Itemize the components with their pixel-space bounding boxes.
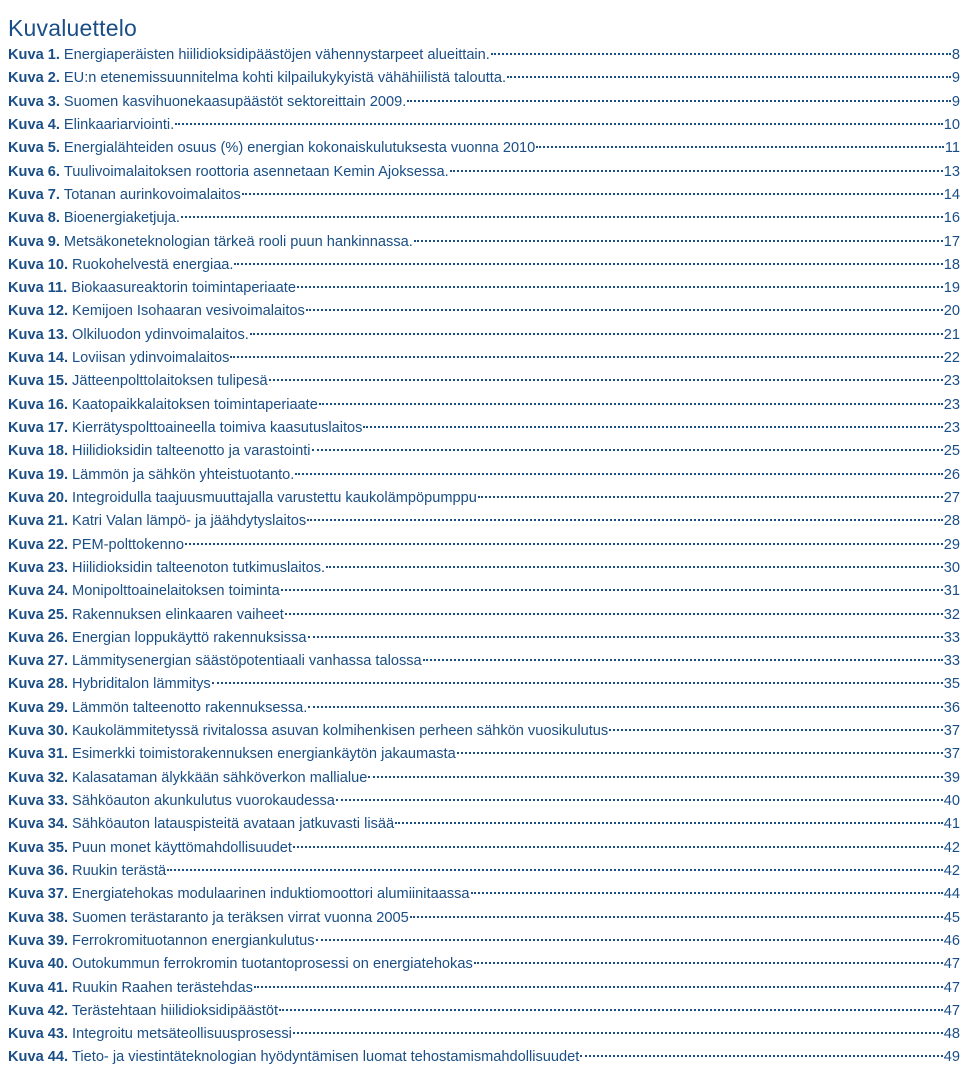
figure-label: Kuva 34. bbox=[8, 816, 69, 833]
figure-title: Hiilidioksidin talteenoton tutkimuslaitos. bbox=[72, 559, 326, 576]
figure-label: Kuva 14. bbox=[8, 350, 69, 367]
dot-leader bbox=[293, 1032, 943, 1034]
figure-label: Kuva 39. bbox=[8, 932, 69, 949]
figure-title: Integroidulla taajuusmuuttajalla varustettu kaukolämpöpumppu bbox=[72, 489, 477, 506]
dot-leader bbox=[414, 240, 943, 242]
figure-title: Hybriditalon lämmitys bbox=[72, 676, 211, 693]
dot-leader bbox=[281, 589, 943, 591]
toc-entry[interactable] bbox=[8, 907, 960, 930]
dot-leader bbox=[269, 379, 943, 381]
dot-leader bbox=[307, 519, 943, 521]
toc-entry[interactable] bbox=[8, 324, 960, 347]
page-number: 45 bbox=[943, 909, 960, 926]
page-number: 39 bbox=[943, 769, 960, 786]
page-number: 21 bbox=[943, 326, 960, 343]
figure-label: Kuva 38. bbox=[8, 909, 69, 926]
dot-leader bbox=[471, 892, 943, 894]
figure-label: Kuva 32. bbox=[8, 769, 69, 786]
toc-entry[interactable] bbox=[8, 417, 960, 440]
figure-title: Energian loppukäyttö rakennuksissa bbox=[72, 629, 307, 646]
figure-title: Elinkaariarviointi. bbox=[63, 116, 175, 133]
page-number: 28 bbox=[943, 513, 960, 530]
toc-entry[interactable] bbox=[8, 231, 960, 254]
figure-label: Kuva 42. bbox=[8, 1002, 69, 1019]
dot-leader bbox=[319, 403, 943, 405]
figure-title: Puun monet käyttömahdollisuudet bbox=[72, 839, 292, 856]
toc-entry[interactable] bbox=[8, 394, 960, 417]
toc-entry[interactable] bbox=[8, 277, 960, 300]
toc-entry[interactable] bbox=[8, 184, 960, 207]
figure-title: Tieto- ja viestintäteknologian hyödyntämisen luomat tehostamismahdollisuudet bbox=[72, 1049, 580, 1066]
dot-leader bbox=[363, 426, 942, 428]
dot-leader bbox=[308, 706, 942, 708]
dot-leader bbox=[242, 193, 943, 195]
page-number: 41 bbox=[943, 816, 960, 833]
page-number: 27 bbox=[943, 489, 960, 506]
dot-leader bbox=[306, 309, 943, 311]
figure-title: Metsäkoneteknologian tärkeä rooli puun hankinnassa. bbox=[63, 233, 413, 250]
figure-label: Kuva 21. bbox=[8, 513, 69, 530]
figure-title: Loviisan ydinvoimalaitos bbox=[72, 350, 230, 367]
dot-leader bbox=[507, 76, 951, 78]
toc-entry[interactable] bbox=[8, 837, 960, 860]
page-number: 19 bbox=[943, 280, 960, 297]
figure-title: Katri Valan lämpö- ja jäähdytyslaitos bbox=[72, 513, 307, 530]
page-title: Kuvaluettelo bbox=[8, 15, 137, 42]
figure-title: Kaukolämmitetyssä rivitalossa asuvan kolmihenkisen perheen sähkön vuosikulutus bbox=[72, 723, 609, 740]
page-number: 31 bbox=[943, 583, 960, 600]
figure-label: Kuva 37. bbox=[8, 886, 69, 903]
page-number: 42 bbox=[943, 862, 960, 879]
page-number: 47 bbox=[943, 979, 960, 996]
page-number: 40 bbox=[943, 793, 960, 809]
page-number: 35 bbox=[943, 676, 960, 693]
page-number: 33 bbox=[943, 629, 960, 646]
page-number: 47 bbox=[943, 1002, 960, 1019]
dot-leader bbox=[491, 53, 951, 55]
dot-leader bbox=[297, 286, 943, 288]
figure-label: Kuva 10. bbox=[8, 256, 69, 273]
toc-entry[interactable] bbox=[8, 580, 960, 603]
figure-title: Suomen terästaranto ja teräksen virrat vuonna 2005 bbox=[72, 909, 409, 926]
dot-leader bbox=[254, 986, 943, 988]
toc-entry[interactable] bbox=[8, 627, 960, 650]
dot-leader bbox=[478, 496, 943, 498]
figure-label: Kuva 2. bbox=[8, 70, 60, 87]
figure-label: Kuva 44. bbox=[8, 1049, 69, 1066]
dot-leader bbox=[609, 729, 943, 731]
figure-title: Jätteenpolttolaitoksen tulipesä bbox=[72, 373, 268, 390]
dot-leader bbox=[181, 216, 943, 218]
figure-label: Kuva 26. bbox=[8, 629, 69, 646]
page-number: 49 bbox=[943, 1049, 960, 1066]
figure-label: Kuva 11. bbox=[8, 280, 68, 297]
figure-label: Kuva 30. bbox=[8, 723, 69, 740]
toc-entry[interactable] bbox=[8, 91, 960, 114]
figure-title: Rakennuksen elinkaaren vaiheet bbox=[72, 606, 284, 623]
figure-label: Kuva 27. bbox=[8, 653, 69, 670]
figure-title: Ruokohelvestä energiaa. bbox=[72, 256, 234, 273]
toc-entry[interactable] bbox=[8, 697, 960, 720]
figure-label: Kuva 8. bbox=[8, 210, 60, 227]
figure-title: Kaatopaikkalaitoksen toimintaperiaate bbox=[72, 396, 318, 413]
toc-entry[interactable] bbox=[8, 300, 960, 323]
figure-title: Tuulivoimalaitoksen roottoria asennetaan Kemin Ajoksessa. bbox=[63, 163, 449, 180]
figure-title: Terästehtaan hiilidioksidipäästöt bbox=[72, 1002, 279, 1019]
toc-entry[interactable] bbox=[8, 767, 960, 790]
figure-label: Kuva 12. bbox=[8, 303, 69, 320]
figure-title: Monipolttoainelaitoksen toiminta bbox=[72, 583, 280, 600]
figure-label: Kuva 24. bbox=[8, 583, 69, 600]
figure-title: Integroitu metsäteollisuusprosessi bbox=[72, 1026, 292, 1043]
page-number: 18 bbox=[943, 256, 960, 273]
page-number: 20 bbox=[943, 303, 960, 320]
page-number: 36 bbox=[943, 699, 960, 716]
dot-leader bbox=[457, 752, 943, 754]
figure-title: Biokaasureaktorin toimintaperiaate bbox=[71, 280, 296, 297]
page-number: 25 bbox=[943, 443, 960, 460]
toc-entry[interactable] bbox=[8, 464, 960, 487]
page-number: 48 bbox=[943, 1026, 960, 1043]
page-number: 29 bbox=[943, 536, 960, 553]
toc-entry[interactable] bbox=[8, 347, 960, 370]
figure-title: Totanan aurinkovoimalaitos bbox=[63, 186, 241, 203]
page-number: 33 bbox=[943, 653, 960, 670]
figure-title: PEM-polttokenno bbox=[72, 536, 184, 553]
figure-title: Ruukin Raahen terästehdas bbox=[72, 979, 253, 996]
figure-label: Kuva 5. bbox=[8, 140, 60, 157]
figure-list bbox=[8, 44, 960, 1070]
page-number: 16 bbox=[943, 210, 960, 227]
dot-leader bbox=[450, 170, 943, 172]
page-number: 14 bbox=[943, 186, 960, 203]
page-number: 47 bbox=[943, 956, 960, 973]
toc-entry[interactable] bbox=[8, 161, 960, 184]
dot-leader bbox=[580, 1055, 942, 1057]
toc-entry[interactable] bbox=[8, 930, 960, 953]
toc-entry[interactable] bbox=[8, 44, 960, 67]
figure-title: Kemijoen Isohaaran vesivoimalaitos bbox=[72, 303, 305, 320]
dot-leader bbox=[279, 1009, 943, 1011]
figure-title: Lämmitysenergian säästöpotentiaali vanhassa talossa bbox=[72, 653, 422, 670]
figure-title: Ruukin terästä bbox=[72, 862, 167, 879]
figure-title: Olkiluodon ydinvoimalaitos. bbox=[72, 326, 249, 343]
toc-entry[interactable] bbox=[8, 487, 960, 510]
page-number: 13 bbox=[943, 163, 960, 180]
dot-leader bbox=[474, 962, 943, 964]
page-number: 9 bbox=[951, 70, 960, 87]
page-number: 9 bbox=[951, 93, 960, 110]
dot-leader bbox=[295, 473, 942, 475]
toc-entry[interactable] bbox=[8, 790, 960, 813]
page-number: 46 bbox=[943, 932, 960, 949]
dot-leader bbox=[410, 916, 943, 918]
figure-label: Kuva 3. bbox=[8, 93, 60, 110]
figure-title: Energiaperäisten hiilidioksidipäästöjen vähennystarpeet alueittain. bbox=[63, 47, 490, 63]
toc-entry[interactable] bbox=[8, 114, 960, 137]
toc-entry[interactable] bbox=[8, 440, 960, 463]
figure-label: Kuva 9. bbox=[8, 233, 60, 250]
toc-entry[interactable] bbox=[8, 557, 960, 580]
page-number: 17 bbox=[943, 233, 960, 250]
figure-title: EU:n etenemissuunnitelma kohti kilpailukykyistä vähähiilistä taloutta. bbox=[63, 70, 507, 87]
dot-leader bbox=[230, 356, 942, 358]
figure-label: Kuva 15. bbox=[8, 373, 69, 390]
page-number: 23 bbox=[943, 373, 960, 390]
figure-label: Kuva 29. bbox=[8, 699, 69, 716]
toc-entry[interactable] bbox=[8, 813, 960, 836]
figure-label: Kuva 35. bbox=[8, 839, 69, 856]
figure-title: Energiatehokas modulaarinen induktiomoottori alumiinitaassa bbox=[72, 886, 470, 903]
toc-entry[interactable] bbox=[8, 370, 960, 393]
toc-entry[interactable] bbox=[8, 720, 960, 743]
toc-entry[interactable] bbox=[8, 534, 960, 557]
toc-entry[interactable] bbox=[8, 860, 960, 883]
dot-leader bbox=[312, 449, 943, 451]
figure-label: Kuva 43. bbox=[8, 1026, 69, 1043]
figure-label: Kuva 25. bbox=[8, 606, 69, 623]
figure-title: Sähköauton akunkulutus vuorokaudessa bbox=[72, 793, 335, 809]
dot-leader bbox=[167, 869, 943, 871]
toc-entry[interactable] bbox=[8, 254, 960, 277]
page-number: 8 bbox=[951, 47, 960, 63]
dot-leader bbox=[316, 939, 943, 941]
figure-title: Kierrätyspolttoaineella toimiva kaasutuslaitos bbox=[72, 420, 363, 436]
toc-entry[interactable] bbox=[8, 1023, 960, 1046]
page-number: 37 bbox=[943, 746, 960, 763]
dot-leader bbox=[536, 146, 944, 148]
figure-label: Kuva 23. bbox=[8, 559, 69, 576]
toc-entry[interactable] bbox=[8, 650, 960, 673]
figure-title: Esimerkki toimistorakennuksen energiankäytön jakaumasta bbox=[72, 746, 456, 763]
toc-entry[interactable] bbox=[8, 953, 960, 976]
figure-label: Kuva 7. bbox=[8, 186, 60, 203]
page-number: 11 bbox=[944, 140, 960, 157]
figure-title: Lämmön ja sähkön yhteistuotanto. bbox=[72, 466, 295, 483]
figure-label: Kuva 41. bbox=[8, 979, 69, 996]
figure-label: Kuva 28. bbox=[8, 676, 69, 693]
figure-title: Outokummun ferrokromin tuotantoprosessi on energiatehokas bbox=[72, 956, 473, 973]
toc-entry[interactable] bbox=[8, 604, 960, 627]
page-number: 23 bbox=[943, 420, 960, 436]
toc-entry[interactable] bbox=[8, 1000, 960, 1023]
dot-leader bbox=[368, 776, 942, 778]
figure-title: Bioenergiaketjuja. bbox=[63, 210, 180, 227]
toc-entry[interactable] bbox=[8, 207, 960, 230]
figure-label: Kuva 40. bbox=[8, 956, 69, 973]
dot-leader bbox=[308, 636, 943, 638]
page-number: 30 bbox=[943, 559, 960, 576]
figure-label: Kuva 17. bbox=[8, 420, 69, 436]
figure-label: Kuva 33. bbox=[8, 793, 69, 809]
page-number: 22 bbox=[943, 350, 960, 367]
page-number: 23 bbox=[943, 396, 960, 413]
dot-leader bbox=[395, 822, 943, 824]
figure-label: Kuva 4. bbox=[8, 116, 60, 133]
toc-entry[interactable] bbox=[8, 510, 960, 533]
figure-title: Hiilidioksidin talteenotto ja varastointi bbox=[72, 443, 311, 460]
toc-entry[interactable] bbox=[8, 743, 960, 766]
page-number: 44 bbox=[943, 886, 960, 903]
figure-label: Kuva 36. bbox=[8, 862, 69, 879]
figure-label: Kuva 1. bbox=[8, 47, 60, 63]
figure-title: Energialähteiden osuus (%) energian kokonaiskulutuksesta vuonna 2010 bbox=[63, 140, 536, 157]
figure-label: Kuva 22. bbox=[8, 536, 69, 553]
dot-leader bbox=[185, 543, 943, 545]
figure-label: Kuva 18. bbox=[8, 443, 69, 460]
dot-leader bbox=[285, 613, 943, 615]
figure-label: Kuva 6. bbox=[8, 163, 60, 180]
page-number: 37 bbox=[943, 723, 960, 740]
toc-entry[interactable] bbox=[8, 883, 960, 906]
page-number: 26 bbox=[943, 466, 960, 483]
toc-entry[interactable] bbox=[8, 137, 960, 160]
toc-entry[interactable] bbox=[8, 67, 960, 90]
page-number: 32 bbox=[943, 606, 960, 623]
figure-label: Kuva 31. bbox=[8, 746, 69, 763]
dot-leader bbox=[336, 799, 943, 801]
figure-title: Suomen kasvihuonekaasupäästöt sektoreittain 2009. bbox=[63, 93, 407, 110]
toc-entry[interactable] bbox=[8, 977, 960, 1000]
figure-title: Sähköauton latauspisteitä avataan jatkuvasti lisää bbox=[72, 816, 395, 833]
figure-title: Lämmön talteenotto rakennuksessa. bbox=[72, 699, 308, 716]
dot-leader bbox=[293, 846, 943, 848]
figure-label: Kuva 20. bbox=[8, 489, 69, 506]
figure-title: Ferrokromituotannon energiankulutus bbox=[72, 932, 315, 949]
figure-label: Kuva 13. bbox=[8, 326, 69, 343]
figure-label: Kuva 19. bbox=[8, 466, 69, 483]
dot-leader bbox=[326, 566, 943, 568]
figure-label: Kuva 16. bbox=[8, 396, 69, 413]
figure-title: Kalasataman älykkään sähköverkon mallialue bbox=[72, 769, 368, 786]
dot-leader bbox=[407, 100, 951, 102]
dot-leader bbox=[423, 659, 943, 661]
dot-leader bbox=[212, 682, 943, 684]
dot-leader bbox=[175, 123, 943, 125]
page-number: 10 bbox=[943, 116, 960, 133]
dot-leader bbox=[250, 333, 943, 335]
toc-entry[interactable] bbox=[8, 1046, 960, 1069]
toc-entry[interactable] bbox=[8, 673, 960, 696]
dot-leader bbox=[234, 263, 942, 265]
page-number: 42 bbox=[943, 839, 960, 856]
